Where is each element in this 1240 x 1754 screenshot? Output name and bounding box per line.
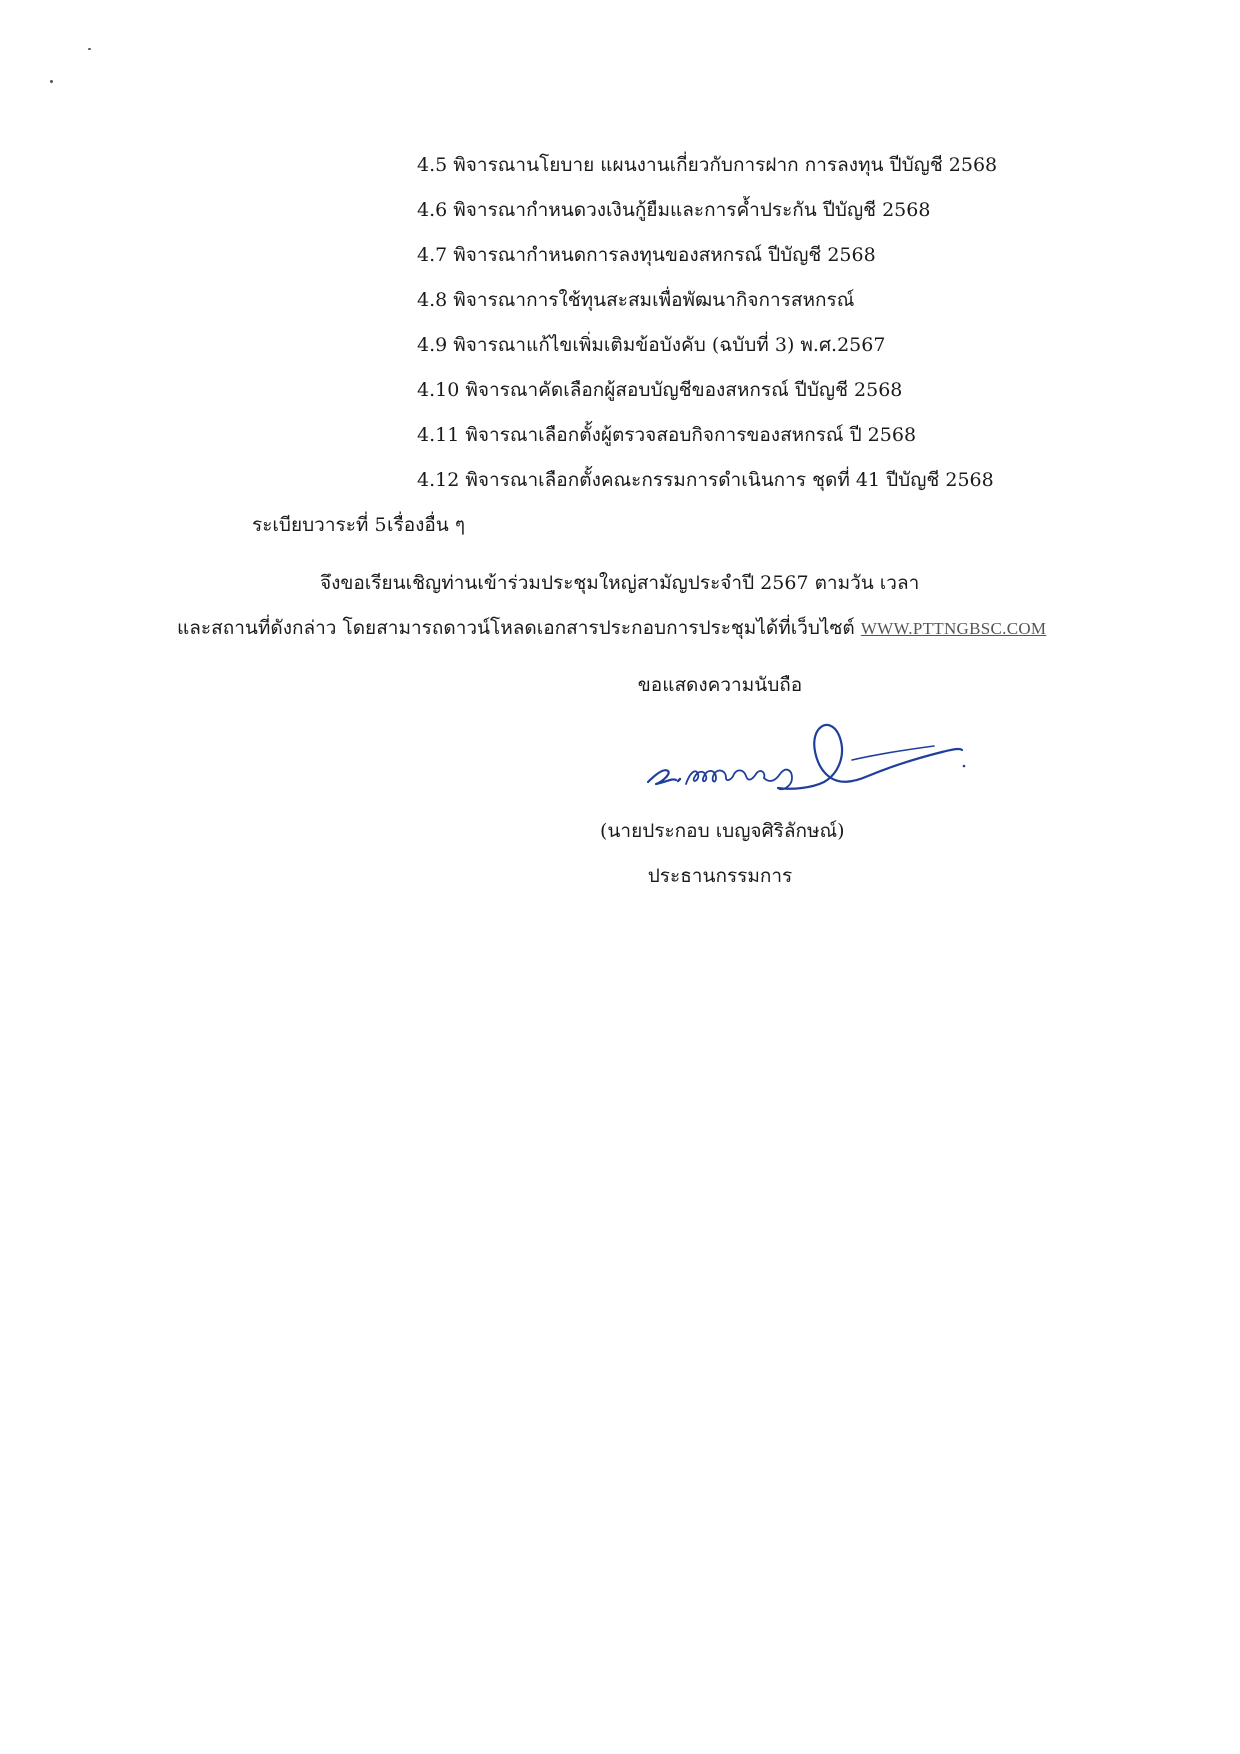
scan-speck [88,48,91,50]
agenda-item-4-10: 4.10 พิจารณาคัดเลือกผู้สอบบัญชีของสหกรณ์ ปีบัญชี 2568 [417,379,903,401]
agenda-5-row [252,514,466,536]
signature-image [642,708,972,803]
agenda-item-4-8: 4.8 พิจารณาการใช้ทุนสะสมเพื่อพัฒนากิจการสหกรณ์ [417,289,855,311]
agenda-item-4-5: 4.5 พิจารณานโยบาย แผนงานเกี่ยวกับการฝาก การลงทุน ปีบัญชี 2568 [417,154,998,176]
agenda-item-4-12: 4.12 พิจารณาเลือกตั้งคณะกรรมการดำเนินการ ชุดที่ 41 ปีบัญชี 2568 [417,469,994,491]
agenda-5-label: ระเบียบวาระที่ 5 [252,514,387,536]
website-link[interactable]: WWW.PTTNGBSC.COM [860,619,1047,638]
agenda-item-4-6: 4.6 พิจารณากำหนดวงเงินกู้ยืมและการค้ำประกัน ปีบัญชี 2568 [417,199,931,221]
agenda-item-4-11: 4.11 พิจารณาเลือกตั้งผู้ตรวจสอบกิจการของสหกรณ์ ปี 2568 [417,424,917,446]
agenda-5-topic: เรื่องอื่น ๆ [387,514,466,536]
signatory-position: ประธานกรรมการ [647,865,793,887]
closing-text: ขอแสดงความนับถือ [637,674,803,696]
invitation-line-2 [177,619,1046,638]
scan-speck [50,80,53,83]
agenda-item-4-7: 4.7 พิจารณากำหนดการลงทุนของสหกรณ์ ปีบัญชี 2568 [417,244,876,266]
agenda-item-4-9: 4.9 พิจารณาแก้ไขเพิ่มเติมข้อบังคับ (ฉบับที่ 3) พ.ศ.2567 [417,334,886,356]
invitation-line-1: จึงขอเรียนเชิญท่านเข้าร่วมประชุมใหญ่สามัญประจำปี 2567 ตามวัน เวลา [320,572,920,594]
signatory-name: (นายประกอบ เบญจศิริลักษณ์) [600,820,845,842]
invitation-line-2-text: และสถานที่ดังกล่าว โดยสามารถดาวน์โหลดเอกสารประกอบการประชุมได้ที่เว็บไซต์ [177,617,861,639]
